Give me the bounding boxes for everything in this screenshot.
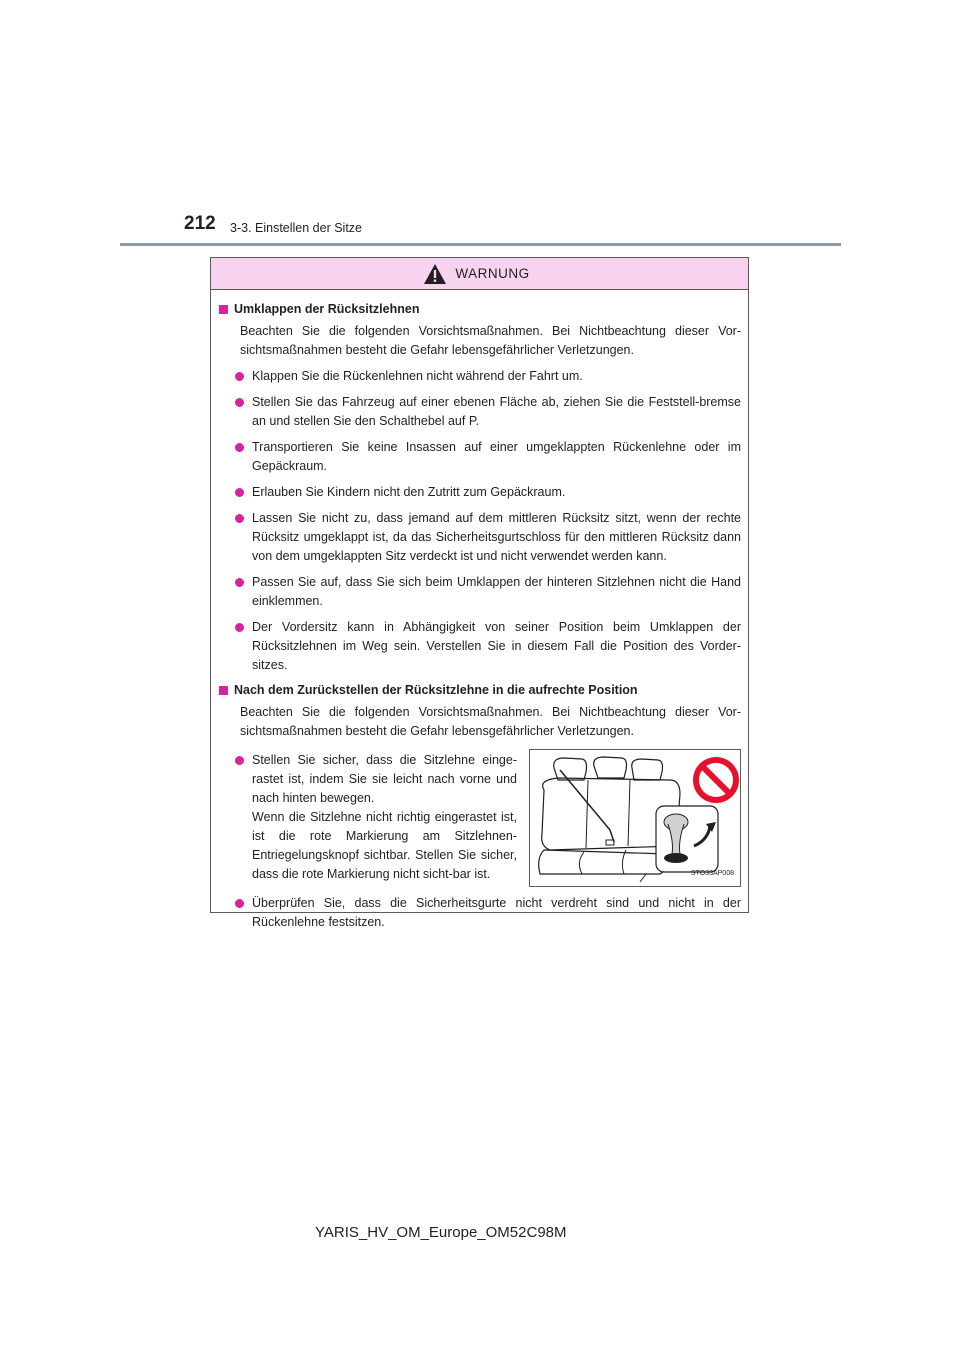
- list-item: Stellen Sie sicher, dass die Sitzlehne einge-rastet ist, indem Sie sie leicht nach vorne und nach hinten bewegen. Wenn die Sitzlehne nicht richtig eingerastet ist, ist die rote Markierung am Sitzlehnen-Entriegelungsknopf sichtbar. Stellen Sie sicher, dass die rote Markierung nicht sicht-bar ist.: [235, 751, 517, 884]
- list-item: Passen Sie auf, dass Sie sich beim Umklappen der hinteren Sitzlehnen nicht die Hand einklemmen.: [235, 573, 741, 611]
- section-title: 3-3. Einstellen der Sitze: [230, 221, 363, 235]
- figure-code: STO33AP008: [690, 870, 734, 877]
- list-item: Erlauben Sie Kindern nicht den Zutritt zum Gepäckraum.: [235, 483, 741, 502]
- warning-header: [211, 258, 748, 290]
- square-bullet-icon: [219, 305, 228, 314]
- square-bullet-icon: [219, 686, 228, 695]
- warning-body: [211, 290, 748, 932]
- warning-title: WARNUNG: [455, 266, 530, 281]
- section-intro: Beachten Sie die folgenden Vorsichtsmaßnahmen. Bei Nichtbeachtung dieser Vor-sichtsmaßnahmen besteht die Gefahr lebensgefährlicher Verletzungen.: [240, 705, 741, 738]
- circle-bullet-icon: [235, 578, 244, 587]
- circle-bullet-icon: [235, 623, 244, 632]
- circle-bullet-icon: [235, 398, 244, 407]
- warning-triangle-icon: [423, 263, 447, 285]
- list-item: Der Vordersitz kann in Abhängigkeit von seiner Position beim Umklappen der Rücksitzlehnen im Weg sein. Verstellen Sie in diesem Fall die Position des Vorder-sitzes.: [235, 618, 741, 675]
- circle-bullet-icon: [235, 443, 244, 452]
- circle-bullet-icon: [235, 514, 244, 523]
- section-intro: Beachten Sie die folgenden Vorsichtsmaßnahmen. Bei Nichtbeachtung dieser Vor-sichtsmaßnahmen besteht die Gefahr lebensgefährlicher Verletzungen.: [240, 324, 741, 357]
- list-item: Lassen Sie nicht zu, dass jemand auf dem mittleren Rücksitz sitzt, wenn der rechte Rücksitz umgeklappt ist, da das Sicherheitsgurtschloss für den mittleren Rücksitz dann von dem umgeklappten Sitz verdeckt ist und nicht verwendet werden kann.: [235, 509, 741, 566]
- list-item: Überprüfen Sie, dass die Sicherheitsgurte nicht verdreht sind und nicht in der Rückenlehne festsitzen.: [235, 894, 741, 932]
- list-item: Stellen Sie das Fahrzeug auf einer ebenen Fläche ab, ziehen Sie die Feststell-bremse an und stellen Sie den Schalthebel auf P.: [235, 393, 741, 431]
- seat-illustration: [529, 749, 741, 887]
- section-heading: Nach dem Zurückstellen der Rücksitzlehne in die aufrechte Position: [219, 681, 741, 700]
- circle-bullet-icon: [235, 372, 244, 381]
- warning-box: [210, 257, 749, 929]
- document-id: YARIS_HV_OM_Europe_OM52C98M: [315, 1224, 567, 1241]
- circle-bullet-icon: [235, 899, 244, 908]
- list-item: Transportieren Sie keine Insassen auf einer umgeklappten Rückenlehne oder im Gepäckraum.: [235, 438, 741, 476]
- list-item: Klappen Sie die Rückenlehnen nicht während der Fahrt um.: [235, 367, 741, 386]
- circle-bullet-icon: [235, 488, 244, 497]
- header-rule: [120, 243, 841, 246]
- section-heading: Umklappen der Rücksitzlehnen: [219, 300, 741, 319]
- page-number: 212: [184, 213, 216, 234]
- figure-row: [219, 749, 741, 887]
- circle-bullet-icon: [235, 756, 244, 765]
